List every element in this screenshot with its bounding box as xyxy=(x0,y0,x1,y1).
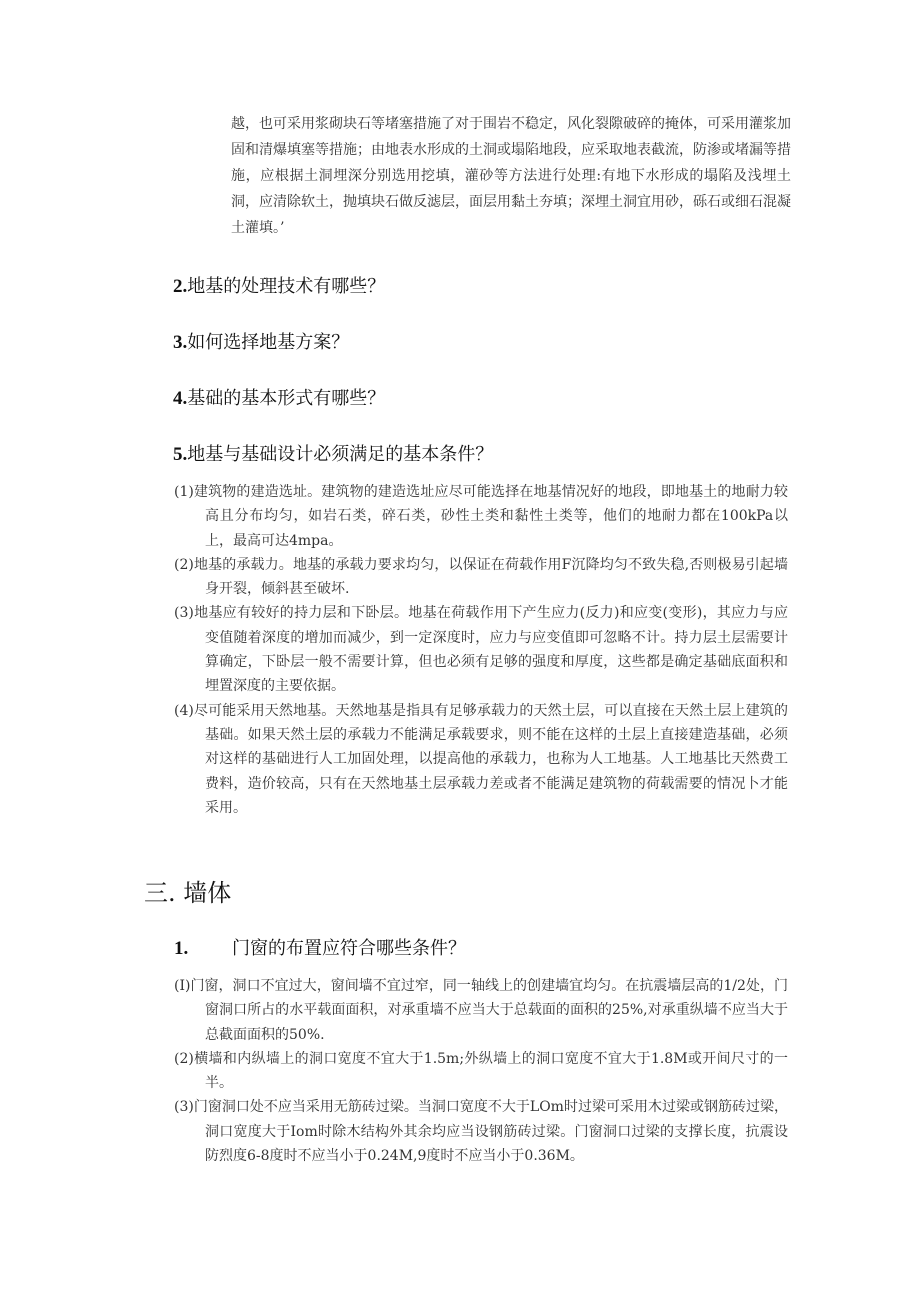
list-item: (4)尽可能采用天然地基。天然地基是指具有足够承载力的天然土层，可以直接在天然土层上建筑的基础。如果天然土层的承载力不能满足承载要求，则不能在这样的土层上直接建造基础，必须对这样的基础进行人工加固处理，以提高他的承载力，也称为人工地基。人工地基比天然费工费料，造价较高，只有在天然地基土层承载力差或者不能满足建筑物的荷载需要的情况卜才能采用。 xyxy=(174,702,788,816)
section-answer-list xyxy=(174,974,788,1168)
list-item: (3)门窗洞口处不应当采用无筋砖过梁。当洞口宽度不大于LOm时过梁可采用木过梁或钢筋砖过梁，洞口宽度大于Iom时除木结构外其余均应当设钢筋砖过梁。门窗洞口过梁的支撑长度，抗震设防烈度6-8度时不应当小于0.24M,9度时不应当小于0.36M。 xyxy=(174,1099,788,1165)
question-4-heading xyxy=(173,386,793,412)
intro-paragraph: 越，也可采用浆砌块石等堵塞措施了对于围岩不稳定，风化裂隙破碎的掩体，可采用灌浆加固和清爆填塞等措施；由地表水形成的土洞或塌陷地段，应采取地表截流，防渗或堵漏等措施，应根据土洞埋深分别选用挖填，灌砂等方法进行处理:有地下水形成的塌陷及浅埋土洞，应清除软土，抛填块石做反滤层，面层用黏土夯填；深埋土洞宜用砂，砾石或细石混凝土灌填。’ xyxy=(231,116,791,236)
section-question-1-heading xyxy=(174,935,794,963)
question-2-heading xyxy=(173,274,793,300)
question-text: 如何选择地基方案？ xyxy=(187,332,350,353)
question-3-heading xyxy=(173,330,793,356)
question-number: 1. xyxy=(174,938,189,959)
list-item: (2)横墙和内纵墙上的洞口宽度不宜大于1.5m;外纵墙上的洞口宽度不宜大于1.8M或开间尺寸的一半。 xyxy=(174,1050,788,1092)
question-number: 3. xyxy=(173,332,188,353)
question-text: 地基与基础设计必须满足的基本条件？ xyxy=(187,444,494,465)
question-text: 地基的处理技术有哪些？ xyxy=(187,276,386,297)
q5-answer-list xyxy=(174,480,788,820)
list-item: (1)建筑物的建造选址。建筑物的建造选址应尽可能选择在地基情况好的地段，即地基土的地耐力较高且分布均匀，如岩石类，碎石类，砂性土类和黏性土类等，他们的地耐力都在100kPa以上，最高可达4mpa。 xyxy=(174,484,788,549)
question-number: 2. xyxy=(173,276,188,297)
list-item: (3)地基应有较好的持力层和下卧层。地基在荷载作用下产生应力(反力)和应变(变形)，其应力与应变值随着深度的增加而减少，到一定深度时，应力与应变值即可忽略不计。持力层土层需要计算确定，下卧层一般不需要计算，但也必须有足够的强度和厚度，这些都是确定基础底面积和埋置深度的主要依据。 xyxy=(174,605,788,695)
list-item: (2)地基的承载力。地基的承载力要求均匀，以保证在荷载作用F沉降均匀不致失稳,否则极易引起墙身开裂，倾斜甚至破坏. xyxy=(174,556,788,598)
question-text: 基础的基本形式有哪些？ xyxy=(187,388,386,409)
question-number: 4. xyxy=(173,388,188,409)
question-number: 5. xyxy=(173,444,188,465)
section-title: 三. 墙体 xyxy=(144,879,232,907)
list-item: (I)门窗，洞口不宜过大，窗间墙不宜过窄，同一轴线上的创建墙宜均匀。在抗震墙层高的1/2处，门窗洞口所占的水平载面面积，对承重墙不应当大于总载面的面积的25%,对承重纵墙不应当大于总截面面积的50%. xyxy=(174,978,788,1043)
question-text: 门窗的布置应符合哪些条件？ xyxy=(232,938,466,959)
question-5-heading xyxy=(173,442,793,468)
